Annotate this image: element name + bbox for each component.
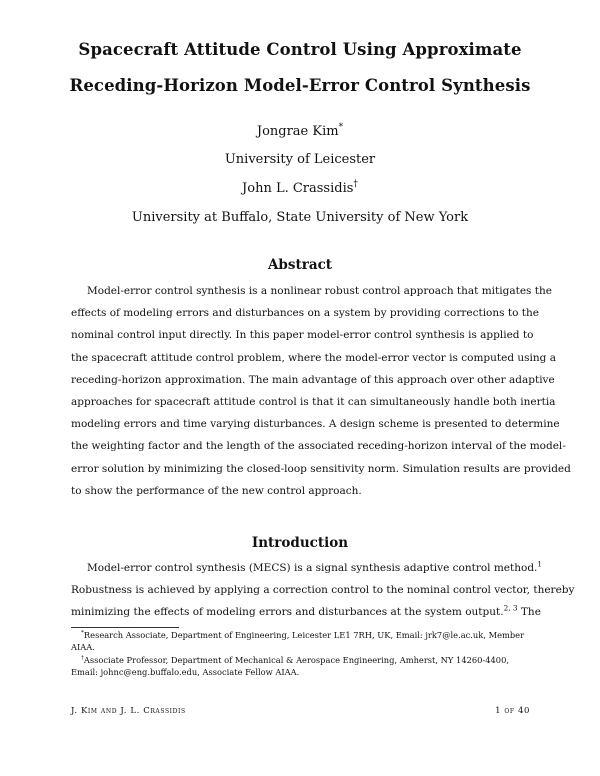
- paper-title-line-2: Receding-Horizon Model-Error Control Synthesis: [69, 76, 531, 95]
- running-footer-authors: J. Kim and J. L. Crassidis: [71, 706, 186, 716]
- footnote-1: [71, 630, 530, 653]
- author-1-mark: *: [338, 122, 344, 133]
- author-1-affiliation: University of Leicester: [224, 152, 376, 167]
- footnote-rule: [71, 627, 179, 628]
- author-2-affiliation: University at Buffalo, State University of New York: [131, 210, 469, 225]
- footnote-2: [71, 655, 530, 678]
- abstract-heading: Abstract: [267, 257, 333, 273]
- author-2-name: John L. Crassidis: [242, 181, 354, 196]
- abstract-line: the spacecraft attitude control problem, where the model-error vector is computed using a: [71, 351, 556, 364]
- intro-line-3-tail: The: [517, 606, 541, 619]
- intro-line-1-text: Model-error control synthesis (MECS) is a signal synthesis adaptive control method.: [87, 562, 538, 574]
- intro-line: Robustness is achieved by applying a correction control to the nominal control vector, thereby: [71, 584, 575, 597]
- abstract-body: [71, 280, 571, 502]
- intro-line: [71, 601, 541, 623]
- citation-ref: 1: [537, 559, 543, 569]
- intro-line: [71, 557, 543, 579]
- author-2-mark: †: [353, 179, 358, 190]
- footnote-1-text: Research Associate, Department of Engineering, Leicester LE1 7RH, UK, Email: jrk7@le.ac.uk, Member: [83, 630, 525, 640]
- footnote-1-mark: *: [81, 630, 84, 637]
- abstract-line: effects of modeling errors and disturbances on a system by providing corrections to the: [71, 307, 539, 320]
- abstract-line: modeling errors and time varying disturbances. A design scheme is presented to determine: [71, 418, 560, 431]
- abstract-line: error solution by minimizing the closed-loop sensitivity norm. Simulation results are provided: [71, 462, 571, 475]
- introduction-body: [71, 557, 575, 624]
- citation-ref: 2, 3: [503, 603, 518, 613]
- author-1-name: Jongrae Kim: [256, 124, 339, 139]
- footnote-1-line-1: [71, 630, 530, 642]
- abstract-line: nominal control input directly. In this paper model-error control synthesis is applied to: [71, 329, 534, 342]
- paper-title-line-1: Spacecraft Attitude Control Using Approximate: [78, 40, 522, 59]
- footnote-2-text: Associate Professor, Department of Mechanical & Aerospace Engineering, Amherst, NY 14260-4400,: [83, 655, 509, 665]
- footnote-2-mark: †: [81, 655, 84, 662]
- abstract-line: approaches for spacecraft attitude control is that it can simultaneously handle both inertia: [71, 396, 556, 409]
- intro-line-3-text: minimizing the effects of modeling errors and disturbances at the system output.: [71, 606, 504, 619]
- introduction-heading: Introduction: [251, 535, 349, 551]
- abstract-line: to show the performance of the new control approach.: [71, 484, 362, 497]
- footnote-1-line-2: AIAA.: [71, 641, 95, 652]
- abstract-line: the weighting factor and the length of the associated receding-horizon interval of the model-: [71, 440, 566, 453]
- footnote-2-line-2: Email: johnc@eng.buffalo.edu, Associate Fellow AIAA.: [71, 666, 300, 677]
- footnote-2-line-1: [71, 655, 530, 667]
- author-1: [0, 124, 600, 140]
- abstract-line: receding-horizon approximation. The main advantage of this approach over other adaptive: [71, 373, 555, 386]
- author-2: [0, 181, 600, 197]
- abstract-line: Model-error control synthesis is a nonlinear robust control approach that mitigates the: [87, 285, 552, 297]
- page-number: 1 of 40: [495, 706, 530, 716]
